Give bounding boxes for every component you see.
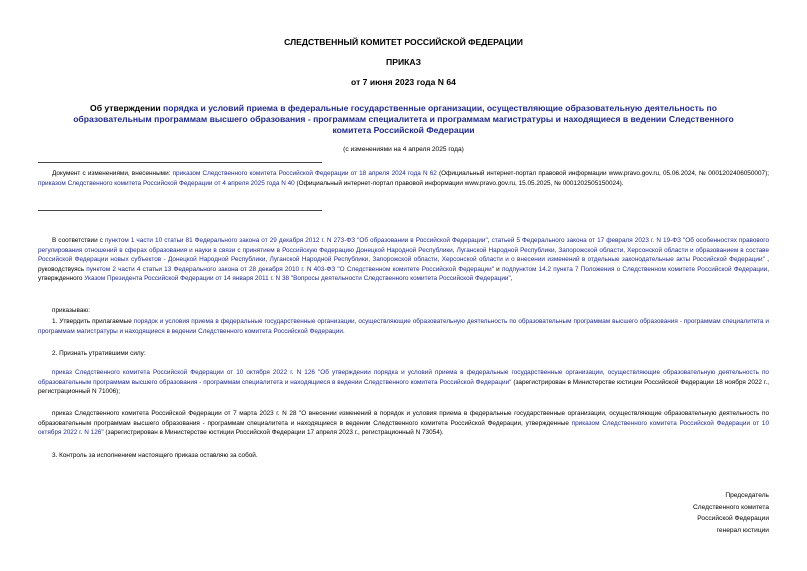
preamble-paragraph: [38, 236, 769, 284]
signature-block: [569, 490, 769, 536]
item-2a: [38, 368, 769, 397]
changes-note: (с изменениями на 4 апреля 2025 года): [343, 146, 464, 153]
amendments-intro: Документ с изменениями, внесенными:: [52, 170, 173, 177]
item-1-link[interactable]: порядок и условия приема в федеральные государственные организации, осуществляющие образовательную деятельность по образовательным программам высшего образования - программам специалитета и программам магистратуры и находящиеся в ведении Следственного комитета Российской Федерации: [38, 318, 769, 335]
preamble-text-3: , руководствуясь: [38, 256, 769, 273]
organization-heading: СЛЕДСТВЕННЫЙ КОМИТЕТ РОССИЙСКОЙ ФЕДЕРАЦИИ: [284, 37, 523, 47]
amendment-text-1: (Официальный интернет-портал правовой информации www.pravo.gov.ru, 05.06.2024, № 0001202406050007);: [436, 170, 769, 177]
order-word: приказываю:: [52, 307, 90, 314]
item-2a-text: (зарегистрирован в Министерстве юстиции Российской Федерации 18 ноября 2022 г., регистрационный N 71006);: [38, 378, 769, 396]
preamble-text-6: ,: [510, 275, 513, 283]
preamble-link-1[interactable]: пунктом 1 части 10 статьи 81 Федерального закона от 29 декабря 2012 г. N 273-ФЗ "Об образовании в Российской Федерации": [104, 237, 488, 244]
preamble-link-3[interactable]: пунктом 2 части 4 статьи 13 Федерального закона от 28 декабря 2010 г. N 403-ФЗ "О Следственном комитете Российской Федерации": [86, 265, 494, 273]
preamble-link-2[interactable]: статьей 5 Федерального закона от 17 февраля 2023 г. N 19-ФЗ "Об особенностях правового регулирования отношений в сферах образования и науки в связи с принятием в Российскую Федерацию Донецкой Народной Республики, Луганской Народной Республики, Запорожской области, Херсонской области и образованием в составе Российской Федерации новых субъектов - Донецкой Народной Республики, Луганской Народной Республики, Запорожской области, Херсонской области и о внесении изменений в отдельные законодательные акты Российской Федерации": [38, 237, 770, 264]
item-1: [38, 317, 769, 336]
signature-line-4: генерал юстиции: [716, 526, 769, 534]
item-2b-text: приказ Следственного комитета Российской Федерации от 7 марта 2023 г. N 28 "О внесении изменений в порядок и условия приема в федеральные государственные организации, осуществляющие образовательную деятельность по образовательным программам высшего образования - программам специалитета и находящиеся в ведении Следственного комитета Российской Федерации, утвержденные: [38, 410, 769, 427]
item-2: 2. Признать утратившими силу:: [52, 350, 146, 357]
document-date-number: от 7 июня 2023 года N 64: [351, 77, 456, 87]
amendments-paragraph: [38, 169, 769, 188]
amendment-link-2[interactable]: приказом Следственного комитета Российской Федерации от 4 апреля 2025 года N 40: [38, 179, 295, 187]
signature-line-1: Председатель: [725, 492, 769, 499]
divider-top: [38, 162, 322, 163]
item-1-end: .: [342, 327, 345, 335]
item-2b-link[interactable]: приказом Следственного комитета Российской Федерации от 10 октября 2022 г. N 126": [38, 419, 770, 437]
preamble-text-5: , утвержденного: [38, 265, 769, 283]
preamble-text-4: и: [493, 265, 502, 273]
item-2b-end: (зарегистрирован в Министерстве юстиции Российской Федерации 17 апреля 2023 г., регистрационный N 73054).: [103, 429, 444, 437]
preamble-link-5[interactable]: Указом Президента Российской Федерации от 14 января 2011 г. N 38 "Вопросы деятельности Следственного комитета Российской Федерации": [84, 275, 511, 283]
preamble-text-1: В соответствии с: [52, 237, 105, 244]
preamble-link-4[interactable]: подпунктом 14.2 пункта 7 Положения о Следственном комитете Российской Федерации: [501, 265, 768, 273]
item-1-text: 1. Утвердить прилагаемые: [52, 318, 134, 325]
signature-line-3: Российской Федерации: [697, 515, 769, 523]
signature-line-2: Следственного комитета: [693, 503, 769, 511]
amendment-link-1[interactable]: приказом Следственного комитета Российской Федерации от 18 апреля 2024 года N 62: [172, 170, 437, 177]
amendment-text-2: (Официальный интернет-портал правовой информации www.pravo.gov.ru, 15.05.2025, № 0001202505150024).: [294, 179, 624, 187]
item-2a-link[interactable]: приказ Следственного комитета Российской Федерации от 10 октября 2022 г. N 126 "Об утверждении порядка и условий приема в федеральные государственные организации, осуществляющие образовательную деятельность по образовательным программам высшего образования - программам специалитета и находящиеся в ведении Следственного комитета Российской Федерации": [38, 369, 769, 386]
item-2b: [38, 409, 769, 438]
document-type: ПРИКАЗ: [386, 57, 421, 67]
document-title: [56, 103, 751, 136]
preamble-text-2: ,: [487, 237, 492, 244]
title-link[interactable]: порядка и условий приема в федеральные государственные организации, осуществляющие образовательную деятельность по образовательным программам высшего образования - программам специалитета и программам магистратуры и находящиеся в ведении Следственного комитета Российской Федерации: [73, 103, 734, 135]
item-3: 3. Контроль за исполнением настоящего приказа оставляю за собой.: [52, 452, 258, 459]
title-prefix: Об утверждении: [90, 103, 164, 113]
divider-bottom: [38, 210, 322, 211]
